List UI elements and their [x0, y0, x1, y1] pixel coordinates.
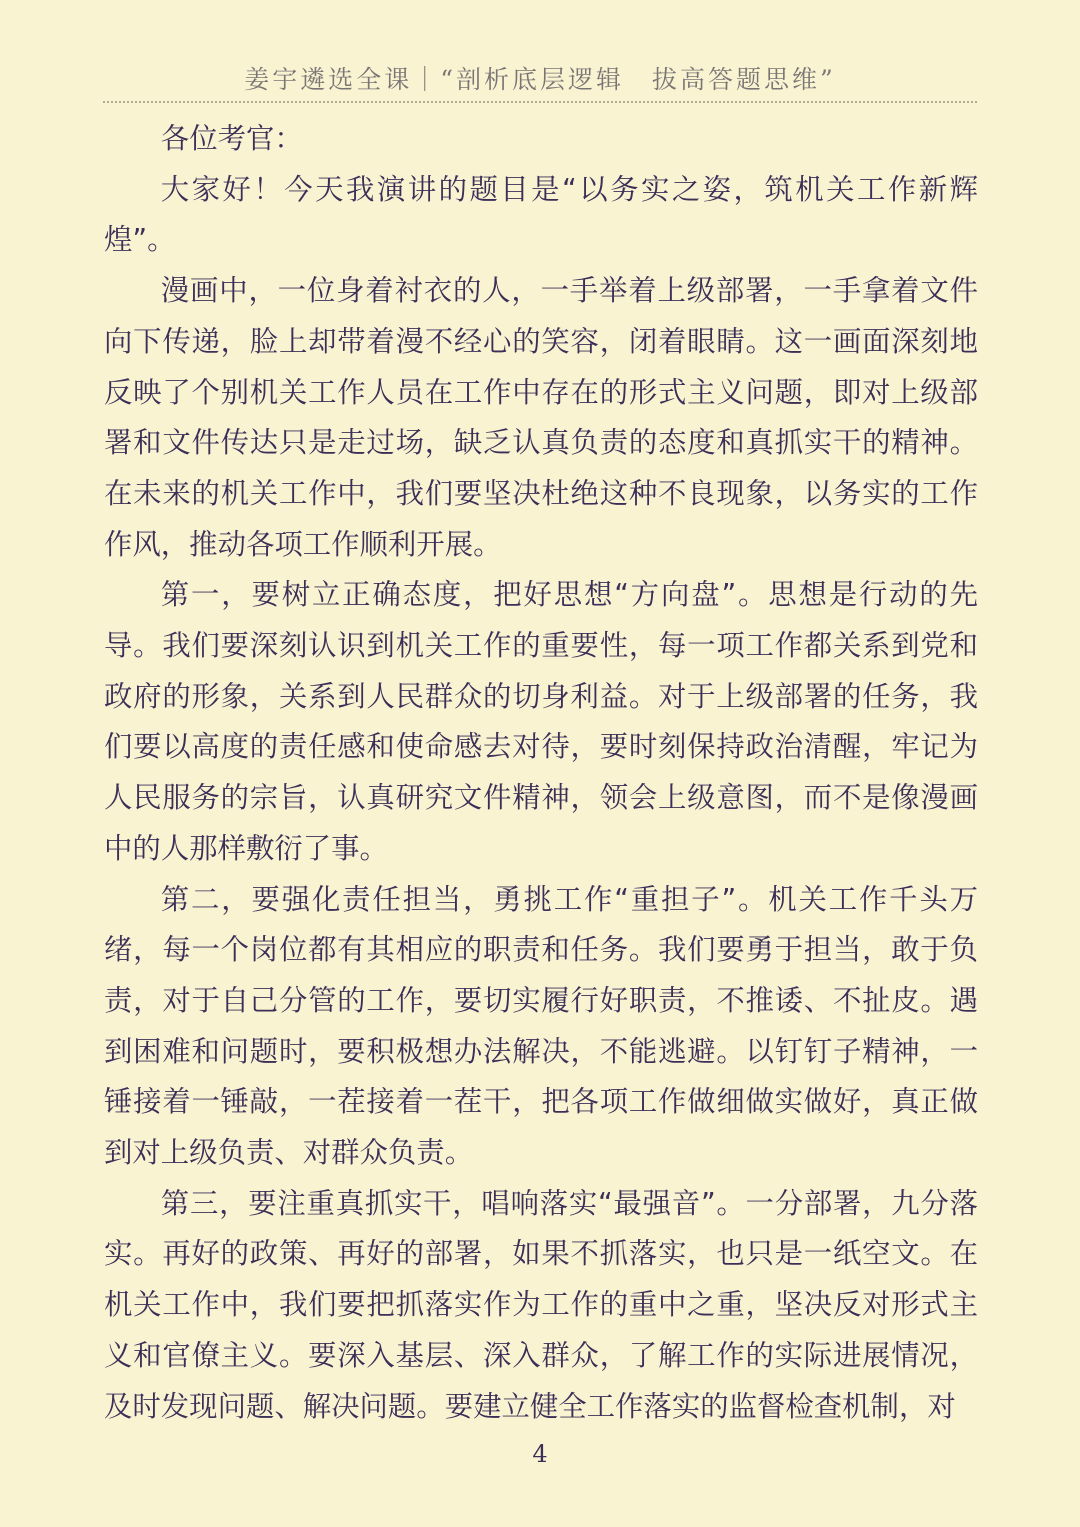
document-body [104, 114, 978, 1432]
salutation: 各位考官： [160, 122, 303, 155]
paragraph-second-point: 第二，要强化责任担当，勇挑工作“重担子”。机关工作千头万绪，每一个岗位都有其相应的职责和任务。我们要勇于担当，敢于负责，对于自己分管的工作，要切实履行好职责，不推诿、不扯皮。遇到困难和问题时，要积极想办法解决，不能逃避。以钉钉子精神，一锤接着一锤敲，一茬接着一茬干，把各项工作做细做实做好，真正做到对上级负责、对群众负责。 [104, 882, 978, 1170]
paragraph-intro: 漫画中，一位身着衬衣的人，一手举着上级部署，一手拿着文件向下传递，脸上却带着漫不经心的笑容，闭着眼睛。这一画面深刻地反映了个别机关工作人员在工作中存在的形式主义问题，即对上级部署和文件传达只是走过场，缺乏认真负责的态度和真抓实干的精神。在未来的机关工作中，我们要坚决杜绝这种不良现象，以务实的工作作风，推动各项工作顺利开展。 [104, 274, 978, 561]
greeting-paragraph: 大家好！今天我演讲的题目是“以务实之姿，筑机关工作新辉煌”。 [104, 172, 978, 257]
paragraph-first-point: 第一，要树立正确态度，把好思想“方向盘”。思想是行动的先导。我们要深刻认识到机关工作的重要性，每一项工作都关系到党和政府的形象，关系到人民群众的切身利益。对于上级部署的任务，我们要以高度的责任感和使命感去对待，要时刻保持政治清醒，牢记为人民服务的宗旨，认真研究文件精神，领会上级意图，而不是像漫画中的人那样敷衍了事。 [104, 578, 978, 865]
document-header: 姜宇遴选全课｜“剖析底层逻辑 拔高答题思维” [244, 65, 836, 94]
header-divider [103, 101, 977, 103]
paragraph-third-point: 第三，要注重真抓实干，唱响落实“最强音”。一分部署，九分落实。再好的政策、再好的部署，如果不抓落实，也只是一纸空文。在机关工作中，我们要把抓落实作为工作的重中之重，坚决反对形式主义和官僚主义。要深入基层、深入群众，了解工作的实际进展情况，及时发现问题、解决问题。要建立健全工作落实的监督检查机制，对 [104, 1186, 978, 1423]
page-number: 4 [532, 1440, 548, 1468]
